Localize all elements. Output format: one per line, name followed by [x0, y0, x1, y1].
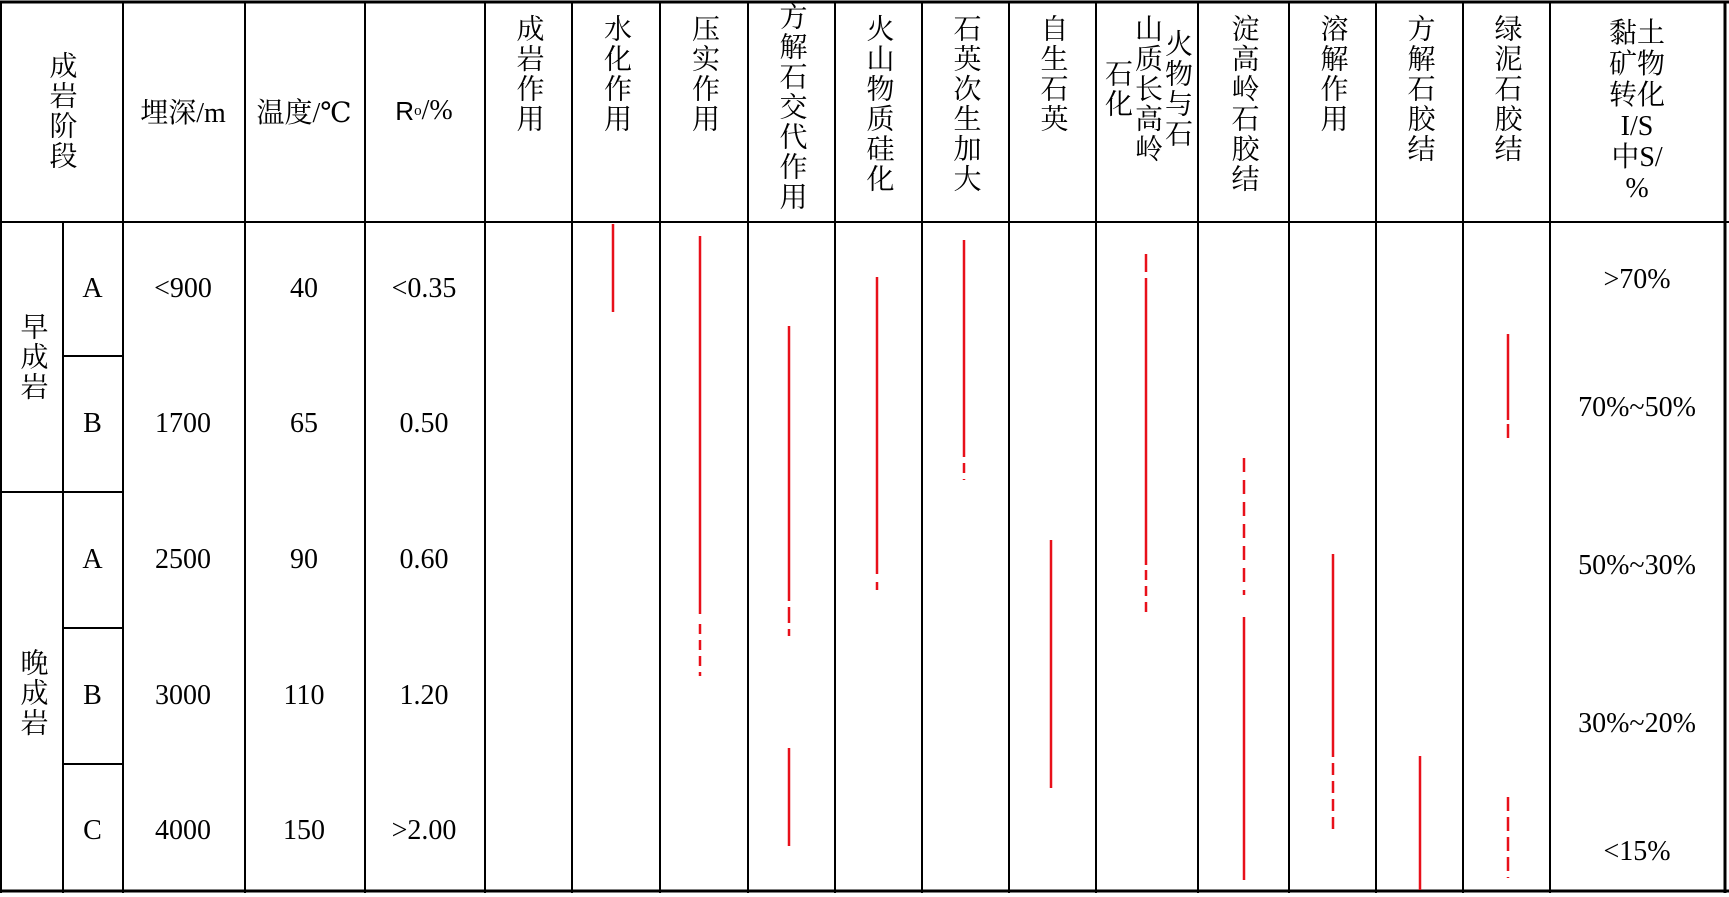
- header-process-text: 石英次生加大: [949, 14, 981, 194]
- header-process-text: 淀高岭石胶结: [1227, 14, 1259, 194]
- header-process-9: [1197, 14, 1288, 194]
- header-depth: [122, 0, 244, 222]
- header-clay-line: 矿物: [1608, 49, 1665, 80]
- ro-unit: /%: [421, 95, 453, 126]
- header-ro: [364, 0, 484, 222]
- ro-value: >2.00: [391, 814, 457, 846]
- temp-value: 65: [290, 408, 318, 439]
- header-process-text: 溶解作用: [1316, 14, 1348, 134]
- temp-value: 40: [290, 273, 318, 304]
- ro-value: 1.20: [399, 680, 449, 711]
- depth-value: 2500: [155, 544, 211, 575]
- substage-label: B: [83, 408, 102, 439]
- header-stage: [0, 0, 122, 222]
- header-process-text: 石化: [1101, 59, 1132, 119]
- ro-subscript: o: [414, 102, 422, 119]
- temp-value: 150: [283, 814, 325, 846]
- substage-label: C: [83, 814, 102, 846]
- header-temp-label: 温度/℃: [256, 98, 352, 129]
- temp-value: 110: [283, 680, 325, 711]
- header-process-7: [1008, 14, 1095, 134]
- substage-label: B: [83, 680, 102, 711]
- stage-name: 晚成岩: [16, 647, 48, 738]
- header-depth-label: 埋深/m: [140, 98, 226, 129]
- header-process-6: [921, 14, 1008, 194]
- header-clay-line: %: [1625, 173, 1649, 204]
- header-process-1: [484, 14, 571, 134]
- header-process-text: 压实作用: [688, 14, 719, 134]
- clay-value: 50%~30%: [1578, 550, 1696, 581]
- header-process-text: 成岩作用: [512, 14, 544, 134]
- substage-label: A: [82, 544, 103, 575]
- header-process-8: [1095, 14, 1197, 164]
- header-process-text: 水化作用: [600, 14, 631, 134]
- depth-value: 4000: [155, 814, 211, 846]
- header-stage-label: 成岩阶段: [45, 51, 77, 171]
- header-process-4: [747, 2, 834, 212]
- header-temp: [244, 0, 364, 222]
- header-process-text: 自生石英: [1036, 14, 1068, 134]
- header-process-text: 绿泥石胶结: [1490, 14, 1522, 164]
- substage-label: A: [82, 273, 103, 304]
- stage-name: 早成岩: [16, 312, 48, 402]
- header-process-text: 山质长高岭: [1131, 14, 1162, 164]
- clay-value: 30%~20%: [1578, 708, 1696, 739]
- ro-value: 0.60: [399, 544, 449, 575]
- header-process-text: 火山物质硅化: [862, 14, 894, 194]
- header-process-10: [1288, 14, 1375, 134]
- header-clay-line: 中S/: [1611, 142, 1663, 173]
- header-process-text: 方解石交代作用: [775, 2, 807, 212]
- header-process-3: [659, 14, 747, 134]
- clay-value: <15%: [1603, 836, 1671, 867]
- depth-value: 3000: [155, 680, 211, 711]
- header-process-5: [834, 14, 921, 194]
- header-process-2: [571, 14, 659, 134]
- header-clay-line: 转化: [1608, 80, 1665, 111]
- ro-value: <0.35: [391, 273, 457, 304]
- header-process-12: [1462, 14, 1549, 164]
- depth-value: 1700: [155, 408, 211, 439]
- header-process-11: [1375, 14, 1462, 164]
- clay-value: 70%~50%: [1578, 392, 1696, 423]
- header-process-text: 方解石胶结: [1403, 14, 1435, 164]
- header-clay-line: I/S: [1620, 111, 1654, 142]
- depth-value: <900: [154, 273, 212, 304]
- ro-value: 0.50: [399, 408, 449, 439]
- header-process-text: 火物与石: [1161, 29, 1192, 149]
- ro-symbol: R: [395, 95, 415, 126]
- temp-value: 90: [290, 544, 318, 575]
- header-clay: [1552, 18, 1722, 204]
- clay-value: >70%: [1603, 264, 1671, 295]
- header-clay-line: 黏土: [1608, 18, 1665, 49]
